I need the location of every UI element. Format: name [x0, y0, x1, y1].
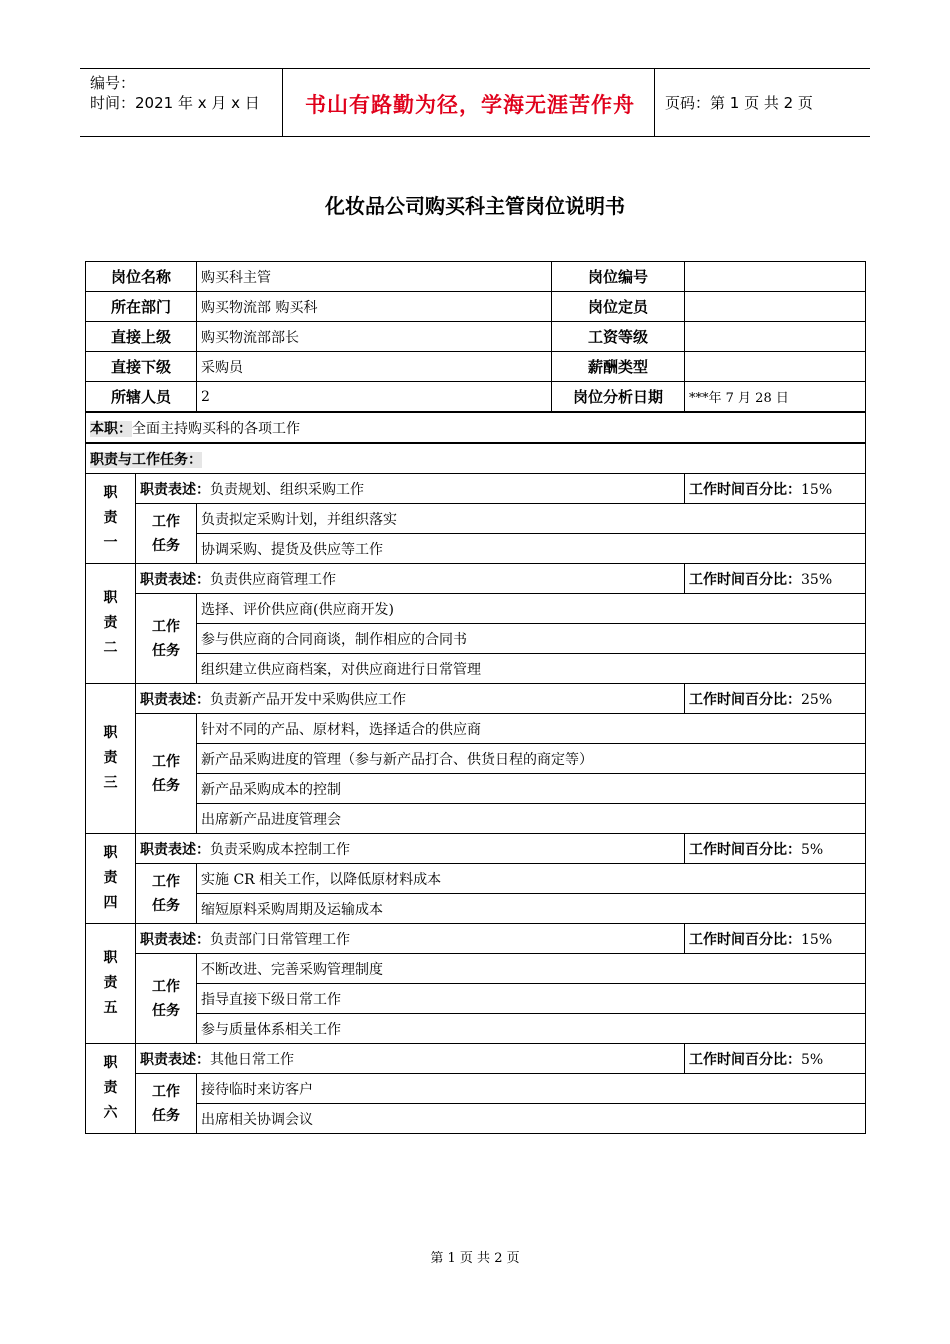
task-label-cell — [136, 594, 197, 684]
duty-percentage-cell — [685, 564, 866, 594]
duty-percentage: 35% — [801, 571, 833, 588]
duty-number-char: 职 — [103, 1055, 118, 1071]
field-label: 直接下级 — [86, 352, 197, 382]
task-row — [86, 894, 866, 924]
header-meta — [90, 73, 260, 113]
header-motto: 书山有路勤为径，学海无涯苦作舟 — [305, 93, 635, 117]
percentage-label: 工作时间百分比： — [689, 841, 802, 858]
duty-percentage-cell — [685, 924, 866, 954]
field-value — [685, 352, 866, 382]
field-value: 购买物流部 购买科 — [197, 292, 552, 322]
task-item: 接待临时来访客户 — [197, 1074, 866, 1104]
field-label: 所辖人员 — [86, 382, 197, 413]
task-label: 任务 — [152, 642, 180, 659]
task-label: 工作 — [152, 753, 180, 770]
task-row — [86, 594, 866, 624]
duty-percentage-cell — [685, 834, 866, 864]
task-row — [86, 954, 866, 984]
header-divider — [282, 69, 283, 136]
basic-row — [86, 322, 866, 352]
duty-number-cell — [86, 564, 136, 684]
task-item: 新产品采购成本的控制 — [197, 774, 866, 804]
task-row — [86, 1014, 866, 1044]
duty-number-char: 职 — [103, 590, 118, 606]
duty-header-row — [86, 684, 866, 714]
task-label: 任务 — [152, 1107, 180, 1124]
header-page-number: 页码：第 1 页 共 2 页 — [665, 94, 813, 112]
task-item: 参与质量体系相关工作 — [197, 1014, 866, 1044]
duty-description-cell — [136, 1044, 685, 1074]
duty-description: 负责规划、组织采购工作 — [210, 481, 364, 498]
job-description-table — [85, 261, 866, 1134]
field-value: 采购员 — [197, 352, 552, 382]
duty-number-char: 六 — [103, 1105, 118, 1121]
task-row — [86, 714, 866, 744]
duties-title: 职责与工作任务： — [90, 451, 202, 468]
task-label-cell — [136, 714, 197, 834]
duty-header-row — [86, 924, 866, 954]
page-footer: 第 1 页 共 2 页 — [430, 1251, 520, 1266]
task-label: 任务 — [152, 897, 180, 914]
task-item: 缩短原料采购周期及运输成本 — [197, 894, 866, 924]
duty-number-char: 责 — [103, 615, 118, 631]
duty-percentage: 5% — [801, 841, 824, 858]
percentage-label: 工作时间百分比： — [689, 931, 802, 948]
duty-description-cell — [136, 684, 685, 714]
document-title: 化妆品公司购买科主管岗位说明书 — [325, 194, 625, 218]
duty-description: 其他日常工作 — [210, 1051, 294, 1068]
task-label: 工作 — [152, 513, 180, 530]
field-value: 购买科主管 — [197, 262, 552, 292]
task-item: 参与供应商的合同商谈，制作相应的合同书 — [197, 624, 866, 654]
field-label: 薪酬类型 — [552, 352, 685, 382]
duty-label: 职责表述： — [140, 691, 210, 708]
duty-percentage: 15% — [801, 481, 833, 498]
field-label: 岗位名称 — [86, 262, 197, 292]
task-label-cell — [136, 504, 197, 564]
task-row — [86, 984, 866, 1014]
duty-number-cell — [86, 834, 136, 924]
field-value — [685, 322, 866, 352]
number-label: 编号： — [90, 74, 136, 92]
duty-number-char: 职 — [103, 725, 118, 741]
duty-number-char: 职 — [103, 950, 118, 966]
duty-number-char: 一 — [103, 535, 118, 551]
task-item: 出席新产品进度管理会 — [197, 804, 866, 834]
task-row — [86, 654, 866, 684]
task-label-cell — [136, 864, 197, 924]
duty-number-char: 责 — [103, 975, 118, 991]
percentage-label: 工作时间百分比： — [689, 1051, 802, 1068]
duty-header-row — [86, 1044, 866, 1074]
field-value — [685, 262, 866, 292]
percentage-label: 工作时间百分比： — [689, 481, 802, 498]
duty-number-char: 四 — [103, 895, 118, 911]
task-label: 工作 — [152, 978, 180, 995]
main-duty-text: 全面主持购买科的各项工作 — [132, 420, 300, 437]
duty-description-cell — [136, 474, 685, 504]
duty-number-char: 责 — [103, 1080, 118, 1096]
task-row — [86, 804, 866, 834]
duty-header-row — [86, 564, 866, 594]
field-label: 岗位分析日期 — [552, 382, 685, 413]
task-label: 工作 — [152, 618, 180, 635]
task-label: 任务 — [152, 777, 180, 794]
field-value: 2 — [197, 382, 552, 413]
duty-number-char: 五 — [103, 1000, 118, 1016]
task-row — [86, 744, 866, 774]
basic-row — [86, 292, 866, 322]
duty-number-char: 三 — [103, 775, 118, 791]
field-label: 工资等级 — [552, 322, 685, 352]
duty-number-char: 二 — [103, 640, 118, 656]
main-duty-row — [86, 412, 866, 443]
task-row — [86, 624, 866, 654]
field-label: 所在部门 — [86, 292, 197, 322]
task-label: 任务 — [152, 1002, 180, 1019]
header-divider — [654, 69, 655, 136]
field-label: 岗位定员 — [552, 292, 685, 322]
duties-title-cell — [86, 443, 866, 474]
duty-label: 职责表述： — [140, 481, 210, 498]
duty-number-char: 职 — [103, 845, 118, 861]
duty-number-cell — [86, 474, 136, 564]
duty-label: 职责表述： — [140, 931, 210, 948]
duty-percentage: 25% — [801, 691, 833, 708]
duty-percentage: 15% — [801, 931, 833, 948]
task-label-cell — [136, 954, 197, 1044]
duty-percentage-cell — [685, 1044, 866, 1074]
task-item: 协调采购、提货及供应等工作 — [197, 534, 866, 564]
task-item: 新产品采购进度的管理（参与新产品打合、供货日程的商定等） — [197, 744, 866, 774]
duty-number-cell — [86, 684, 136, 834]
task-label: 工作 — [152, 873, 180, 890]
basic-row — [86, 262, 866, 292]
duty-header-row — [86, 834, 866, 864]
duty-number-char: 责 — [103, 750, 118, 766]
task-row — [86, 774, 866, 804]
task-item: 组织建立供应商档案，对供应商进行日常管理 — [197, 654, 866, 684]
duty-percentage-cell — [685, 684, 866, 714]
duty-description-cell — [136, 834, 685, 864]
main-duty-cell — [86, 412, 866, 443]
duty-percentage: 5% — [801, 1051, 824, 1068]
task-item: 指导直接下级日常工作 — [197, 984, 866, 1014]
duty-label: 职责表述： — [140, 571, 210, 588]
duty-number-char: 责 — [103, 870, 118, 886]
page-header — [80, 68, 870, 137]
field-label: 直接上级 — [86, 322, 197, 352]
duty-description: 负责部门日常管理工作 — [210, 931, 350, 948]
duty-label: 职责表述： — [140, 1051, 210, 1068]
duty-number-char: 职 — [103, 485, 118, 501]
task-row — [86, 1104, 866, 1134]
task-item: 选择、评价供应商(供应商开发) — [197, 594, 866, 624]
task-label: 任务 — [152, 537, 180, 554]
time-label: 时间：2021 年 x 月 x 日 — [90, 94, 260, 112]
field-value: 购买物流部部长 — [197, 322, 552, 352]
duty-description-cell — [136, 924, 685, 954]
task-row — [86, 534, 866, 564]
task-item: 针对不同的产品、原材料，选择适合的供应商 — [197, 714, 866, 744]
duty-number-char: 责 — [103, 510, 118, 526]
task-label: 工作 — [152, 1083, 180, 1100]
duty-description: 负责新产品开发中采购供应工作 — [210, 691, 406, 708]
duty-description-cell — [136, 564, 685, 594]
task-label-cell — [136, 1074, 197, 1134]
percentage-label: 工作时间百分比： — [689, 571, 802, 588]
duty-percentage-cell — [685, 474, 866, 504]
duty-description: 负责采购成本控制工作 — [210, 841, 350, 858]
duty-header-row — [86, 474, 866, 504]
task-row — [86, 864, 866, 894]
main-duty-label: 本职： — [90, 420, 132, 437]
duty-label: 职责表述： — [140, 841, 210, 858]
task-item: 不断改进、完善采购管理制度 — [197, 954, 866, 984]
task-row — [86, 504, 866, 534]
basic-row — [86, 382, 866, 413]
basic-row — [86, 352, 866, 382]
duty-number-cell — [86, 1044, 136, 1134]
field-value — [685, 292, 866, 322]
field-value: ***年 7 月 28 日 — [685, 382, 866, 413]
duty-description: 负责供应商管理工作 — [210, 571, 336, 588]
task-item: 实施 CR 相关工作，以降低原材料成本 — [197, 864, 866, 894]
task-item: 出席相关协调会议 — [197, 1104, 866, 1134]
duties-title-row — [86, 443, 866, 474]
task-row — [86, 1074, 866, 1104]
field-label: 岗位编号 — [552, 262, 685, 292]
task-item: 负责拟定采购计划，并组织落实 — [197, 504, 866, 534]
duty-number-cell — [86, 924, 136, 1044]
percentage-label: 工作时间百分比： — [689, 691, 802, 708]
